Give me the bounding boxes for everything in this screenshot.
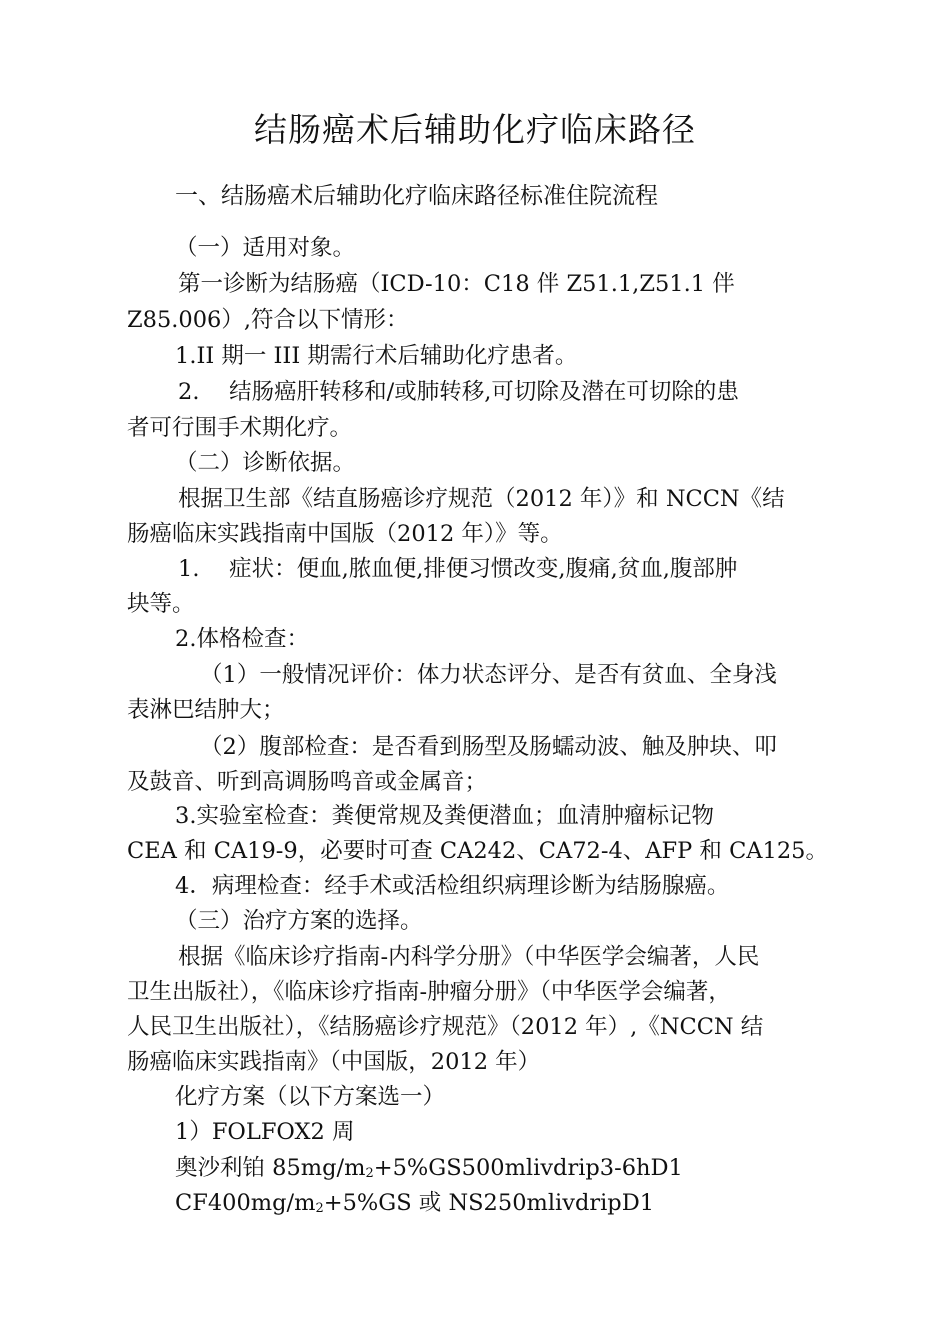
dose-text: +5%GS 或 NS250mlivdripD1 — [323, 1190, 655, 1216]
dose-text: +5%GS500mlivdrip3-6hD1 — [373, 1155, 683, 1181]
list-item: 1.II 期一 III 期需行术后辅助化疗患者。 — [175, 343, 578, 369]
paragraph-line: 块等。 — [127, 591, 195, 617]
paragraph-line: 根据卫生部《结直肠癌诊疗规范（2012 年）》和 NCCN《结 — [178, 486, 785, 512]
paragraph-line: 人民卫生出版社），《结肠癌诊疗规范》（2012 年）,《NCCN 结 — [127, 1014, 764, 1040]
paragraph-line: 卫生出版社），《临床诊疗指南-肿瘤分册》（中华医学会编著， — [127, 979, 731, 1005]
dose-subscript: 2 — [315, 1201, 324, 1216]
dose-text: CF400mg/m — [175, 1190, 316, 1216]
paragraph-line: 者可行围手术期化疗。 — [127, 415, 353, 441]
paragraph-line: CEA 和 CA19-9，必要时可查 CA242、CA72-4、AFP 和 CA125。 — [127, 838, 828, 864]
paragraph-line: 表淋巴结肿大； — [127, 697, 285, 723]
paragraph-line: 肠癌临床实践指南中国版（2012 年）》等。 — [127, 521, 563, 547]
list-item: 3.实验室检查：粪便常规及粪便潜血；血清肿瘤标记物 — [175, 803, 714, 829]
list-item: （2）腹部检查：是否看到肠型及肠蠕动波、触及肿块、叩 — [200, 734, 777, 760]
paragraph-line: 及鼓音、听到高调肠鸣音或金属音； — [127, 769, 488, 795]
list-item: （1）一般情况评价：体力状态评分、是否有贫血、全身浅 — [200, 662, 777, 688]
list-item: 2.体格检查： — [175, 626, 309, 652]
subsection-heading: （三）治疗方案的选择。 — [175, 908, 423, 934]
paragraph-line: 肠癌临床实践指南》（中国版，2012 年） — [127, 1049, 541, 1075]
dose-line — [175, 1151, 683, 1191]
paragraph-line: 化疗方案（以下方案选一） — [175, 1084, 446, 1110]
dose-line — [175, 1186, 654, 1226]
list-item: 2. 结肠癌肝转移和/或肺转移,可切除及潜在可切除的患 — [178, 379, 739, 405]
section-heading: 一、结肠癌术后辅助化疗临床路径标准住院流程 — [175, 183, 658, 209]
paragraph-line: 第一诊断为结肠癌（ICD-10：C18 伴 Z51.1,Z51.1 伴 — [178, 271, 735, 297]
dose-subscript: 2 — [365, 1166, 374, 1181]
list-item: 1. 症状：便血,脓血便,排便习惯改变,腹痛,贫血,腹部肿 — [178, 556, 738, 582]
subsection-heading: （一）适用对象。 — [175, 235, 356, 261]
dose-text: 奥沙利铂 85mg/m — [175, 1155, 366, 1181]
document-title: 结肠癌术后辅助化疗临床路径 — [254, 110, 696, 149]
regimen-heading: 1）FOLFOX2 周 — [175, 1119, 355, 1145]
paragraph-line: Z85.006）,符合以下情形： — [127, 307, 409, 333]
list-item: 4．病理检查：经手术或活检组织病理诊断为结肠腺癌。 — [175, 873, 730, 899]
subsection-heading: （二）诊断依据。 — [175, 450, 356, 476]
paragraph-line: 根据《临床诊疗指南-内科学分册》（中华医学会编著，人民 — [178, 944, 760, 970]
